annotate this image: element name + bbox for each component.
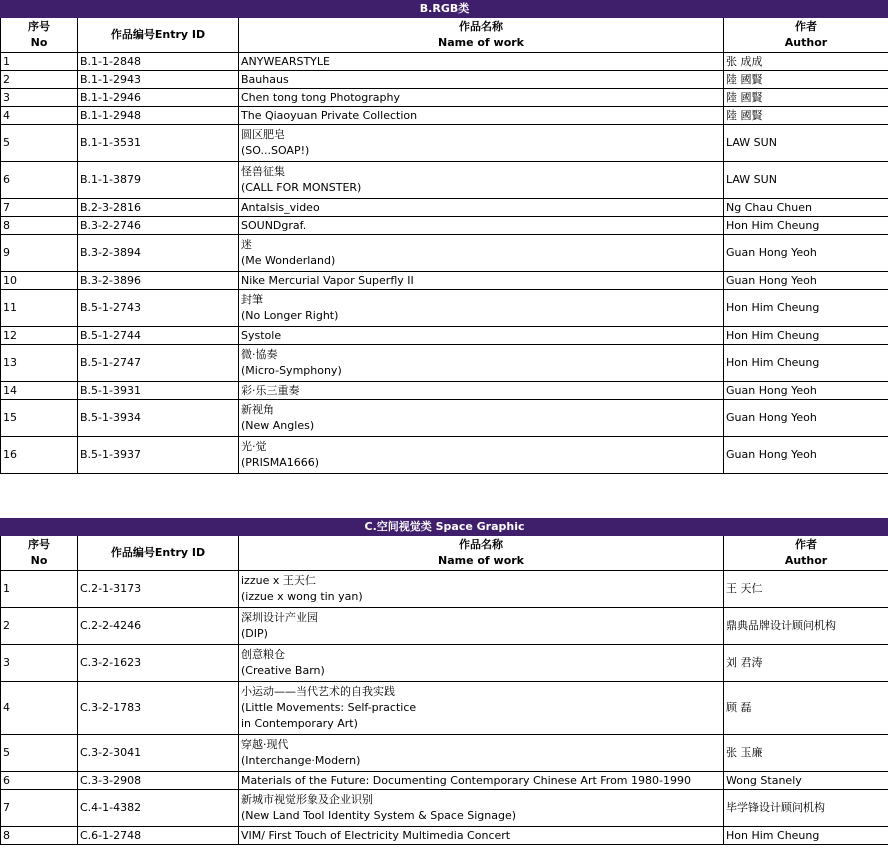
cell-work-name [239,608,724,645]
cell-no: 3 [1,89,78,107]
cell-work-name [239,382,724,400]
work-name-line: (izzue x wong tin yan) [241,590,363,603]
table-row [1,682,888,735]
cell-no: 9 [1,235,78,272]
cell-author: 陸 國賢 [724,107,888,125]
cell-entry-id: B.1-1-2948 [78,107,239,125]
cell-entry-id: B.1-1-2848 [78,53,239,71]
cell-entry-id: C.6-1-2748 [78,827,239,845]
cell-entry-id: C.4-1-4382 [78,790,239,827]
work-name-line: (SO...SOAP!) [241,144,310,157]
work-name-line: (Micro-Symphony) [241,364,342,377]
cell-author: 顾 磊 [724,682,888,735]
cell-entry-id: B.5-1-2744 [78,327,239,345]
cell-no: 7 [1,199,78,217]
cell-work-name [239,790,724,827]
cell-author: Guan Hong Yeoh [724,400,888,437]
table-row [1,735,888,772]
table-row [1,217,888,235]
work-name-line: (DIP) [241,627,268,640]
cell-entry-id: B.5-1-3937 [78,437,239,474]
work-name-line: izzue x 王天仁 [241,574,316,587]
work-name-line: Systole [241,328,282,342]
table-row [1,199,888,217]
work-name-line: (Creative Barn) [241,664,325,677]
work-name-line: (PRISMA1666) [241,456,320,469]
cell-entry-id: B.3-2-2746 [78,217,239,235]
cell-no: 12 [1,327,78,345]
table-row [1,827,888,845]
header-name: 作品名称 Name of work [239,536,724,571]
cell-entry-id: B.5-1-3934 [78,400,239,437]
table-row [1,89,888,107]
cell-no: 2 [1,71,78,89]
cell-work-name [239,199,724,217]
table-row [1,327,888,345]
cell-no: 11 [1,290,78,327]
cell-author: Guan Hong Yeoh [724,382,888,400]
cell-work-name [239,235,724,272]
cell-author: Hon Him Cheung [724,827,888,845]
table-row [1,382,888,400]
work-name-line: 新视角 [241,403,274,416]
table-row [1,608,888,645]
work-name-line: The Qiaoyuan Private Collection [241,108,418,122]
cell-author: Guan Hong Yeoh [724,437,888,474]
work-name-line: (New Angles) [241,419,315,432]
cell-author: 鼎典品牌设计顾问机构 [724,608,888,645]
header-entry-id: 作品编号Entry ID [78,18,239,53]
work-name-line: 小运动——当代艺术的自我实践 [241,685,395,698]
cell-no: 1 [1,571,78,608]
cell-author: Guan Hong Yeoh [724,235,888,272]
cell-no: 16 [1,437,78,474]
cell-no: 14 [1,382,78,400]
cell-no: 15 [1,400,78,437]
cell-work-name [239,772,724,790]
work-name-line: VIM/ First Touch of Electricity Multimedia Concert [241,828,511,842]
cell-no: 8 [1,827,78,845]
table-row [1,571,888,608]
table-row [1,772,888,790]
cell-entry-id: C.2-2-4246 [78,608,239,645]
work-name-line: Bauhaus [241,72,289,86]
cell-author: Ng Chau Chuen [724,199,888,217]
cell-no: 2 [1,608,78,645]
table-row [1,645,888,682]
work-name-line: (Interchange·Modern) [241,754,361,767]
work-name-line: ANYWEARSTYLE [241,54,330,68]
cell-entry-id: B.1-1-2946 [78,89,239,107]
cell-author: Hon Him Cheung [724,345,888,382]
work-name-line: 光·觉 [241,440,267,453]
cell-work-name [239,162,724,199]
cell-no: 3 [1,645,78,682]
cell-author: Hon Him Cheung [724,217,888,235]
cell-work-name [239,327,724,345]
cell-no: 8 [1,217,78,235]
cell-no: 4 [1,682,78,735]
cell-entry-id: C.3-2-1623 [78,645,239,682]
cell-author: 刘 君涛 [724,645,888,682]
cell-work-name [239,571,724,608]
work-name-line: 迷 [241,238,252,251]
header-entry-id: 作品编号Entry ID [78,536,239,571]
cell-work-name [239,71,724,89]
cell-work-name [239,89,724,107]
work-name-line: Antalsis_video [241,200,320,214]
cell-entry-id: B.1-1-2943 [78,71,239,89]
cell-author: 陸 國賢 [724,89,888,107]
work-name-line: 圆区肥皂 [241,128,285,141]
work-name-line: (No Longer Right) [241,309,339,322]
work-name-line: 怪兽征集 [241,165,285,178]
table-row [1,345,888,382]
cell-entry-id: B.5-1-2747 [78,345,239,382]
section-c [0,518,888,845]
cell-author: LAW SUN [724,162,888,199]
work-name-line: in Contemporary Art) [241,717,358,730]
cell-no: 6 [1,162,78,199]
work-name-line: (CALL FOR MONSTER) [241,181,362,194]
table-row [1,437,888,474]
table-row [1,71,888,89]
table-row [1,400,888,437]
cell-no: 5 [1,125,78,162]
cell-work-name [239,125,724,162]
cell-work-name [239,272,724,290]
work-name-line: 新城市视觉形象及企业识别 [241,793,373,806]
cell-entry-id: B.5-1-2743 [78,290,239,327]
cell-author: LAW SUN [724,125,888,162]
cell-author: Guan Hong Yeoh [724,272,888,290]
cell-work-name [239,437,724,474]
cell-author: Wong Stanely [724,772,888,790]
cell-no: 5 [1,735,78,772]
work-name-line: Chen tong tong Photography [241,90,400,104]
work-name-line: SOUNDgraf. [241,218,307,232]
cell-entry-id: C.2-1-3173 [78,571,239,608]
cell-author: 陸 國賢 [724,71,888,89]
cell-work-name [239,645,724,682]
cell-no: 6 [1,772,78,790]
header-author: 作者 Author [724,536,888,571]
cell-entry-id: C.3-3-2908 [78,772,239,790]
table-row [1,125,888,162]
header-name: 作品名称 Name of work [239,18,724,53]
cell-author: 张 成成 [724,53,888,71]
work-name-line: (Little Movements: Self-practice [241,701,417,714]
cell-entry-id: B.1-1-3531 [78,125,239,162]
work-name-line: (Me Wonderland) [241,254,336,267]
cell-work-name [239,827,724,845]
cell-author: Hon Him Cheung [724,290,888,327]
header-no: 序号 No [1,536,78,571]
work-name-line: 深圳设计产业园 [241,611,318,624]
cell-entry-id: C.3-2-1783 [78,682,239,735]
cell-work-name [239,107,724,125]
cell-entry-id: B.2-3-2816 [78,199,239,217]
work-name-line: (New Land Tool Identity System & Space Signage) [241,809,516,822]
cell-entry-id: C.3-2-3041 [78,735,239,772]
cell-author: 张 玉廉 [724,735,888,772]
cell-no: 13 [1,345,78,382]
table-row [1,162,888,199]
work-name-line: 穿越·现代 [241,738,289,751]
table-row [1,107,888,125]
cell-author: Hon Him Cheung [724,327,888,345]
table-row [1,290,888,327]
cell-work-name [239,217,724,235]
work-name-line: 彩·乐三重奏 [241,383,300,397]
cell-work-name [239,735,724,772]
cell-entry-id: B.5-1-3931 [78,382,239,400]
section-title: B.RGB类 [1,1,888,18]
table-row [1,235,888,272]
cell-work-name [239,400,724,437]
header-no: 序号 No [1,18,78,53]
cell-entry-id: B.3-2-3894 [78,235,239,272]
work-name-line: 创意粮仓 [241,648,285,661]
table-row [1,790,888,827]
cell-work-name [239,53,724,71]
section-title: C.空间视觉类 Space Graphic [1,519,888,536]
cell-no: 7 [1,790,78,827]
table-row [1,53,888,71]
work-name-line: 封筆 [241,293,263,306]
results-table [0,518,888,845]
cell-author: 王 天仁 [724,571,888,608]
work-name-line: 微·協奏 [241,348,278,361]
cell-entry-id: B.3-2-3896 [78,272,239,290]
work-name-line: Materials of the Future: Documenting Contemporary Chinese Art From 1980-1990 [241,773,691,787]
cell-no: 1 [1,53,78,71]
cell-no: 10 [1,272,78,290]
cell-entry-id: B.1-1-3879 [78,162,239,199]
table-row [1,272,888,290]
cell-work-name [239,290,724,327]
cell-no: 4 [1,107,78,125]
cell-work-name [239,345,724,382]
cell-author: 毕学锋设计顾问机构 [724,790,888,827]
header-author: 作者 Author [724,18,888,53]
cell-work-name [239,682,724,735]
work-name-line: Nike Mercurial Vapor Superfly II [241,273,414,287]
